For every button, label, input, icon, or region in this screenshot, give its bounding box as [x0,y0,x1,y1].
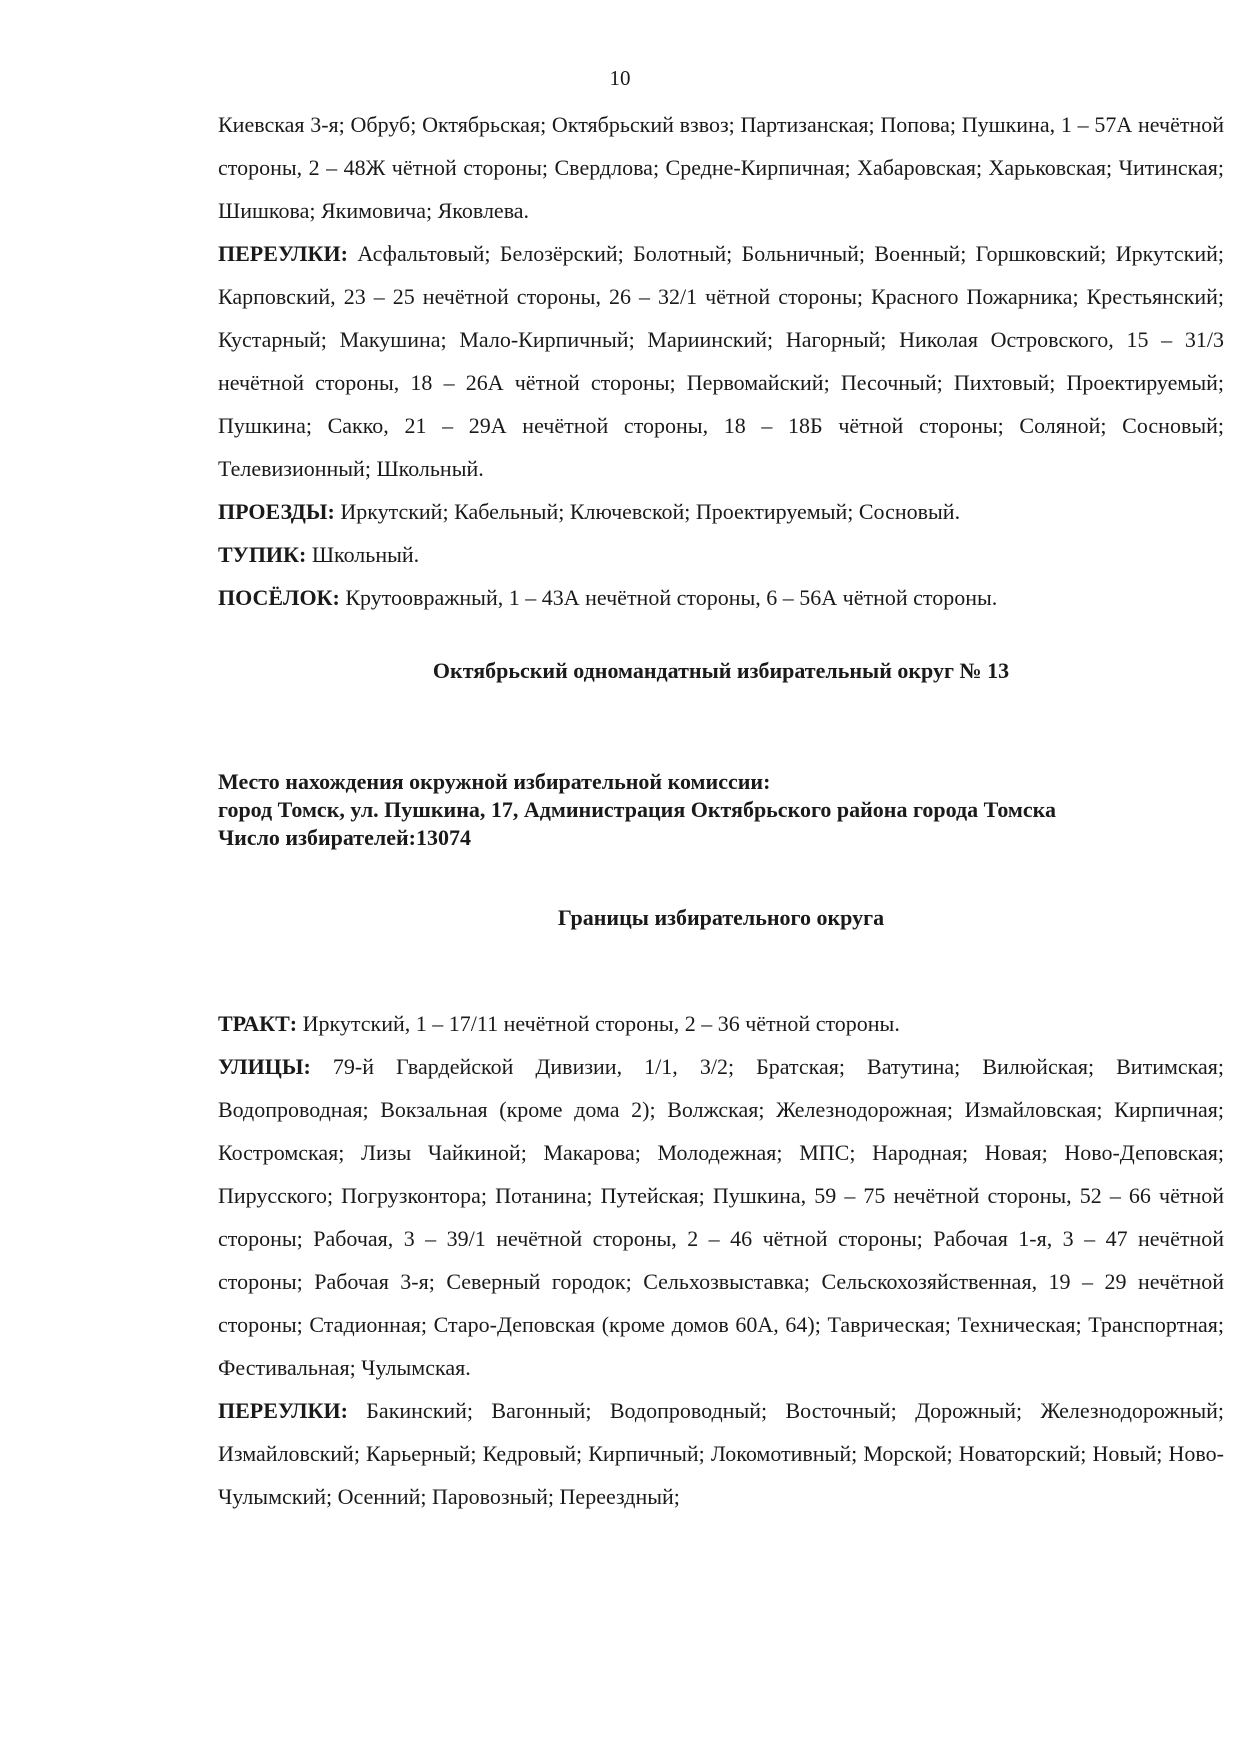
boundaries-title: Границы избирательного округа [557,905,885,930]
settlement-label: ПОСЁЛОК: [218,585,340,610]
passages-paragraph [218,490,1224,533]
streets-label: УЛИЦЫ: [218,1054,311,1079]
bottom-section [218,1002,1224,1518]
district-title: Октябрьский одномандатный избирательный округ № 13 [432,658,1010,683]
deadend-text: Школьный. [311,542,420,567]
lanes-text: Асфальтовый; Белозёрский; Болотный; Больничный; Военный; Горшковский; Иркутский; Карповский, 23 – 25 нечётной стороны, 26 – 32/1 чётной стороны; Красного Пожарника; Крестьянский; Кустарный; Макушина; Мало-Кирпичный; Мариинский; Нагорный; Николая Островского, 15 – 31/3 нечётной стороны, 18 – 26А чётной стороны; Первомайский; Песочный; Пихтовый; Проектируемый; Пушкина; Сакко, 21 – 29А нечётной стороны, 18 – 18Б чётной стороны; Соляной; Сосновый; Телевизионный; Школьный. [218,241,1224,481]
commission-location-label: Место нахождения окружной избирательной комиссии: [218,769,771,794]
page-number: 10 [609,66,631,90]
commission-address: город Томск, ул. Пушкина, 17, Администрация Октябрьского района города Томска [218,797,1057,822]
deadend-paragraph [218,533,1224,576]
lanes-text-2: Бакинский; Вагонный; Водопроводный; Восточный; Дорожный; Железнодорожный; Измайловский; Карьерный; Кедровый; Кирпичный; Локомотивный; Морской; Новаторский; Новый; Ново-Чулымский; Осенний; Паровозный; Переездный; [218,1398,1225,1509]
deadend-label: ТУПИК: [218,542,307,567]
streets-text: 79-й Гвардейской Дивизии, 1/1, 3/2; Братская; Ватутина; Вилюйская; Витимская; Водопроводная; Вокзальная (кроме дома 2); Волжская; Железнодорожная; Измайловская; Кирпичная; Костромская; Лизы Чайкиной; Макарова; Молодежная; МПС; Народная; Новая; Ново-Деповская; Пирусского; Погрузконтора; Потанина; Путейская; Пушкина, 59 – 75 нечётной стороны, 52 – 66 чётной стороны; Рабочая, 3 – 39/1 нечётной стороны, 2 – 46 чётной стороны; Рабочая 1-я, 3 – 47 нечётной стороны; Рабочая 3-я; Северный городок; Сельхозвыставка; Сельскохозяйственная, 19 – 29 нечётной стороны; Стадионная; Старо-Деповская (кроме домов 60А, 64); Таврическая; Техническая; Транспортная; Фестивальная; Чулымская. [218,1054,1225,1380]
settlement-paragraph [218,576,1224,619]
lanes-paragraph-2 [218,1389,1224,1518]
tract-text: Иркутский, 1 – 17/11 нечётной стороны, 2 – 36 чётной стороны. [302,1011,900,1036]
voter-count: Число избирателей:13074 [218,825,471,850]
settlement-text: Крутоовражный, 1 – 43А нечётной стороны, 6 – 56А чётной стороны. [345,585,998,610]
commission-block [218,768,1224,852]
top-section [218,103,1224,619]
lanes-label: ПЕРЕУЛКИ: [218,241,348,266]
lanes-label-2: ПЕРЕУЛКИ: [218,1398,348,1423]
streets-continuation: Киевская 3-я; Обруб; Октябрьская; Октябрьский взвоз; Партизанская; Попова; Пушкина, 1 – 57А нечётной стороны, 2 – 48Ж чётной стороны; Свердлова; Средне-Кирпичная; Хабаровская; Харьковская; Читинская; Шишкова; Якимовича; Яковлева. [218,112,1224,223]
lanes-paragraph [218,232,1224,490]
passages-label: ПРОЕЗДЫ: [218,499,335,524]
tract-paragraph [218,1002,1224,1045]
streets-paragraph [218,1045,1224,1389]
passages-text: Иркутский; Кабельный; Ключевской; Проектируемый; Сосновый. [340,499,961,524]
tract-label: ТРАКТ: [218,1011,298,1036]
